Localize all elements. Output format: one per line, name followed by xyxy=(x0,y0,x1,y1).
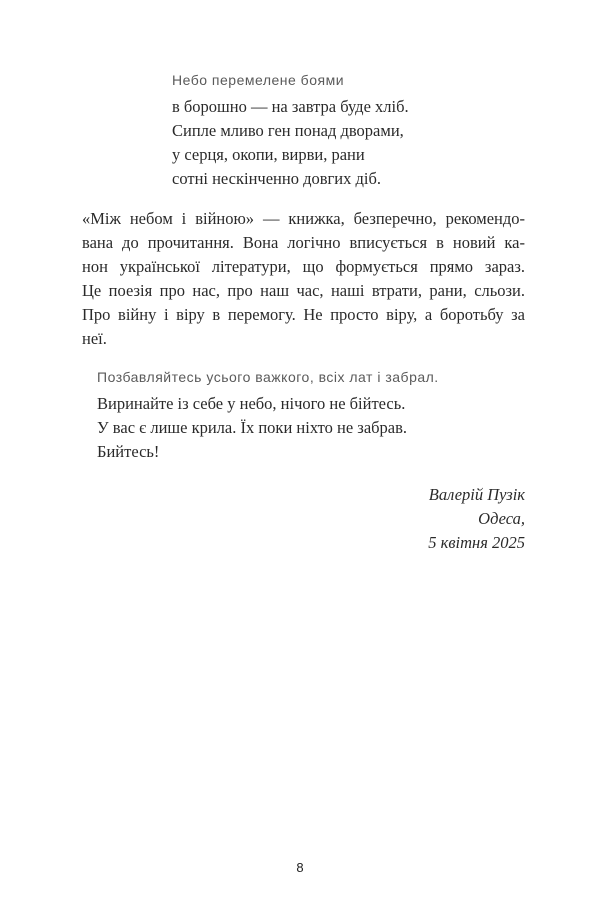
signature xyxy=(0,483,525,555)
stanza-heading: Позбавляйтесь усього важкого, всіх лат і забрал. xyxy=(97,369,439,385)
date: 5 квітня 2025 xyxy=(428,533,525,552)
stanza-2 xyxy=(97,365,600,464)
poem-line: в борошно — на завтра буде хліб. xyxy=(172,97,409,116)
page-number: 8 xyxy=(296,860,304,875)
poem-line: у серця, окопи, вирви, рани xyxy=(172,145,365,164)
paragraph-line: вана до прочитання. Вона логічно вписується в новий ка- xyxy=(82,233,525,252)
review-paragraph xyxy=(82,207,525,351)
stanza-heading: Небо перемелене боями xyxy=(172,72,345,88)
paragraph-line: неї. xyxy=(82,329,107,348)
poem-line: У вас є лише крила. Їх поки ніхто не забрав. xyxy=(97,418,408,437)
page-content xyxy=(0,68,600,555)
poem-line: сотні нескінченно довгих діб. xyxy=(172,169,381,188)
paragraph-line: «Між небом і війною» — книжка, безперечно, рекомендо- xyxy=(82,209,525,228)
paragraph-line: нон української літератури, що формується прямо зараз. xyxy=(82,257,525,276)
poem-line: Сипле мливо ген понад дворами, xyxy=(172,121,404,140)
stanza-1 xyxy=(172,68,600,191)
poem-line: Виринайте із себе у небо, нічого не бійтесь. xyxy=(97,394,406,413)
place: Одеса, xyxy=(478,509,525,528)
author-name: Валерій Пузік xyxy=(428,485,525,504)
poem-line: Бийтесь! xyxy=(97,442,160,461)
paragraph-line: Це поезія про нас, про наш час, наші втрати, рани, сльози. xyxy=(82,281,525,300)
paragraph-line: Про війну і віру в перемогу. Не просто віру, а боротьбу за xyxy=(82,305,525,324)
